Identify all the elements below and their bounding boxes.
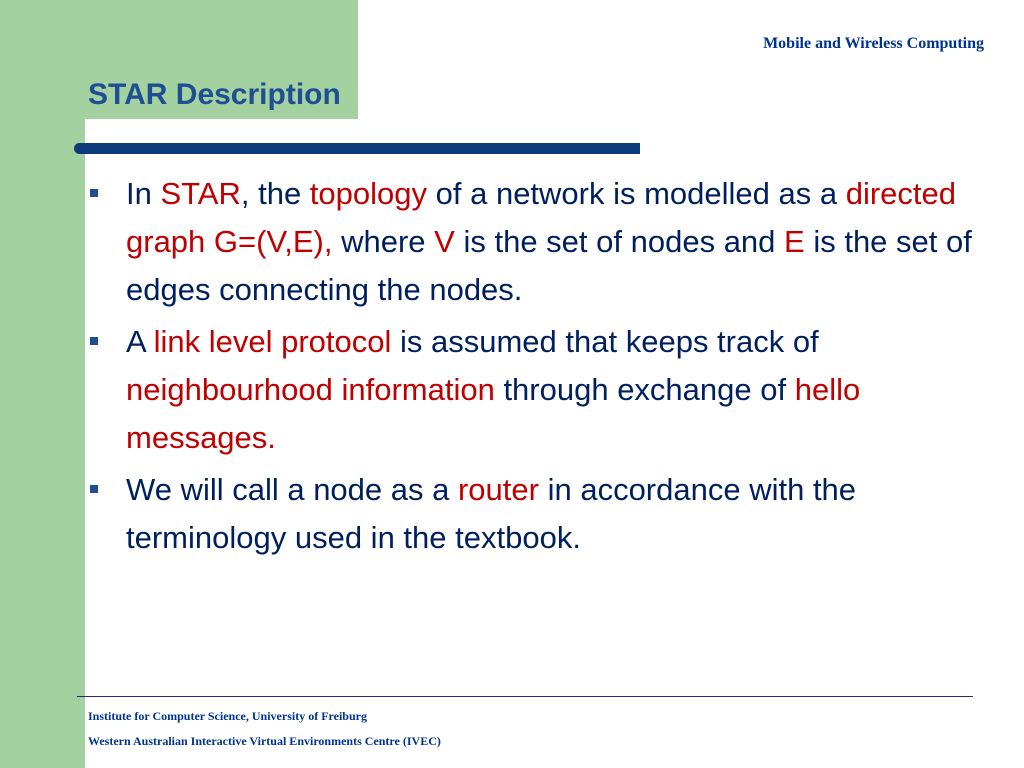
title-underline-bar bbox=[74, 143, 640, 154]
square-bullet-icon bbox=[90, 189, 98, 197]
square-bullet-icon bbox=[90, 337, 98, 345]
bullet-item-2 bbox=[88, 318, 988, 462]
bullet-text: , the bbox=[240, 176, 310, 211]
bullet-text: of a network is modelled as a bbox=[427, 176, 846, 211]
bullet-item-1 bbox=[88, 170, 988, 314]
course-header: Mobile and Wireless Computing bbox=[763, 35, 984, 52]
footer-divider bbox=[77, 696, 973, 697]
footer-institute: Institute for Computer Science, University of Freiburg bbox=[88, 709, 367, 723]
bullet-text: A bbox=[126, 324, 154, 359]
bullet-text: in accordance with the terminology used in the textbook. bbox=[126, 472, 857, 555]
highlighted-term: STAR bbox=[160, 176, 241, 211]
footer-centre: Western Australian Interactive Virtual Environments Centre (IVEC) bbox=[88, 734, 441, 748]
bullet-text: is assumed that keeps track of bbox=[391, 324, 819, 359]
highlighted-term: V bbox=[434, 224, 455, 259]
bullet-text: is the set of nodes and bbox=[454, 224, 785, 259]
highlighted-term: E bbox=[784, 224, 805, 259]
bullet-text: We will call a node as a bbox=[126, 472, 458, 507]
slide-title: STAR Description bbox=[88, 78, 341, 111]
highlighted-term: directed graph G=(V,E), bbox=[126, 176, 957, 259]
square-bullet-icon bbox=[90, 485, 98, 493]
highlighted-term: link level protocol bbox=[153, 324, 392, 359]
highlighted-term: hello messages. bbox=[126, 372, 861, 455]
bullet-text: In bbox=[126, 176, 161, 211]
highlighted-term: topology bbox=[309, 176, 428, 211]
highlighted-term: router bbox=[457, 472, 539, 507]
bullet-list bbox=[88, 170, 988, 566]
bullet-item-3 bbox=[88, 466, 988, 562]
highlighted-term: neighbourhood information bbox=[126, 372, 495, 407]
bullet-text: where bbox=[332, 224, 435, 259]
bullet-text: through exchange of bbox=[494, 372, 795, 407]
green-sidebar-decoration bbox=[0, 0, 85, 768]
bullet-text: is the set of edges connecting the nodes. bbox=[126, 224, 972, 307]
